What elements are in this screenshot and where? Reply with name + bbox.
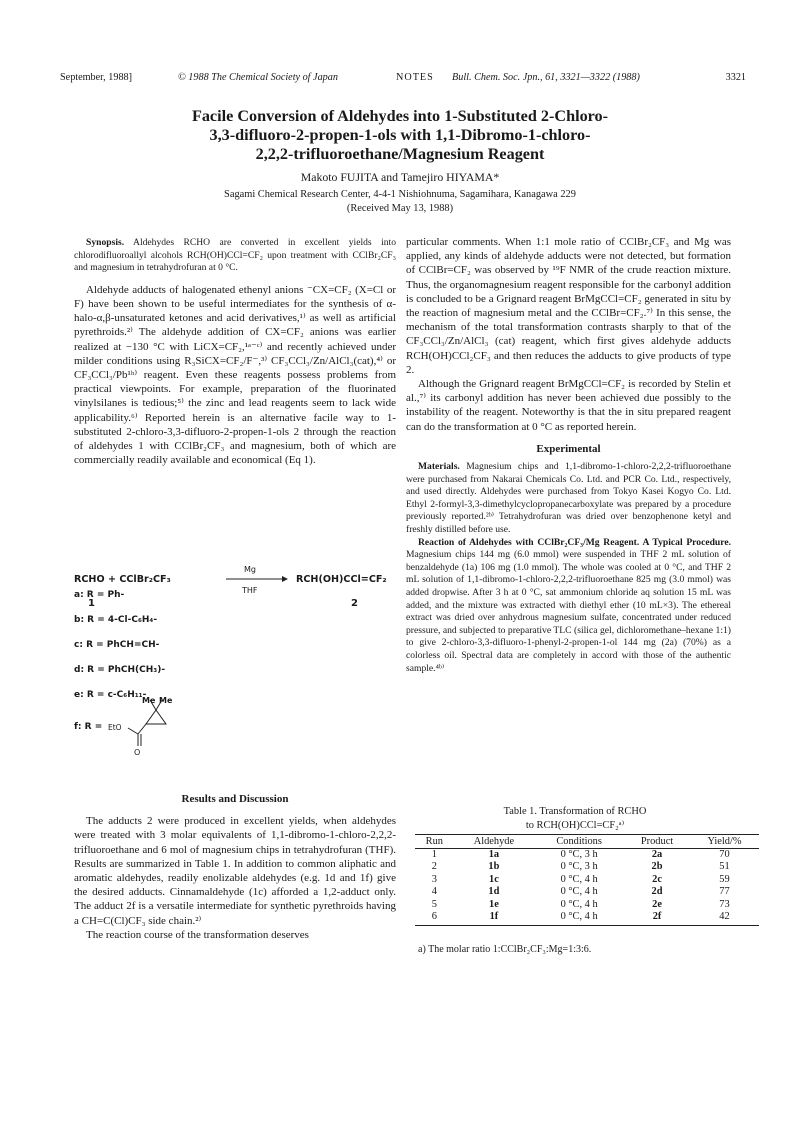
cell-aldehyde: 1c — [489, 873, 499, 885]
procedure-text: Magnesium chips 144 mg (6.0 mmol) were suspended in THF 2 mL solution of benzaldehyde (1a) 106 mg (1.0 mmol). The whole was cooled at 0 °C, and THF 2 mL solution of 1,1-dibromo-1-chloro-2,2,2-trifluoroethane 825 mg (3.0 mmol) was added dropwise. After 3 h at 0 °C, sat ammonium chloride aq solution 15 mL was added, and the mixture was extracted with diethyl ether (10 mL×3). The ethereal extract was dried over anhydrous magnesium sulfate, concentrated under reduced pressure, and subjected to preparative TLC (silica gel, dichloromethane–hexane 1:1) to give 2-chloro-3,3-difluoro-1-phenyl-2-propen-1-ol 144 mg (2a) (70%) as a colorless oil. Spectral data are completely in accord with those of the authentic sample.⁴ᵇ⁾ — [406, 549, 731, 674]
r-group-c: c: R = PhCH=CH- — [74, 640, 160, 650]
col-header-product: Product — [624, 835, 690, 849]
table-row — [415, 849, 759, 862]
cell-aldehyde: 1a — [488, 849, 500, 860]
cell-conditions: 0 °C, 4 h — [560, 873, 598, 885]
cell-conditions: 0 °C, 3 h — [560, 861, 598, 873]
results-heading: Results and Discussion — [181, 793, 289, 805]
results-table — [415, 834, 759, 926]
equation-reactants: RCHO + CClBr₂CF₃ — [74, 574, 171, 585]
title-line-2: 3,3-difluoro-2-propen-1-ols with 1,1-Dibromo-1-chloro- — [209, 126, 591, 144]
col-header-conditions: Conditions — [534, 835, 624, 849]
cell-product: 2b — [651, 861, 663, 873]
cell-conditions: 0 °C, 4 h — [560, 886, 598, 898]
carbonyl-oxygen-label: O — [134, 748, 141, 757]
cell-yield: 59 — [719, 873, 730, 885]
table-header-row — [415, 835, 759, 849]
cell-run: 1 — [431, 849, 437, 860]
r-group-b: b: R = 4-Cl-C₆H₄- — [74, 615, 158, 625]
compound-label-2: 2 — [351, 598, 358, 609]
equation-product: RCH(OH)CCl=CF₂ — [296, 574, 387, 585]
cell-product: 2d — [651, 886, 663, 898]
table-footnote: a) The molar ratio 1:CClBr₂CF₃:Mg=1:3:6. — [418, 944, 592, 955]
cell-run: 3 — [431, 873, 437, 885]
cell-yield: 51 — [719, 861, 730, 873]
table-row — [415, 874, 759, 886]
reaction-arrow — [226, 576, 288, 582]
cell-product: 2c — [652, 873, 662, 885]
header-date: September, 1988] — [60, 72, 133, 83]
affiliation-block — [80, 188, 720, 216]
cell-product: 2e — [652, 898, 662, 910]
results-paragraph-1: The adducts 2 were produced in excellent yields, when aldehydes were treated with 3 molar equivalents of 1,1-dibromo-1-chloro-2,2,2-trifluoroethane and 6 mol of magnesium chips in tetrahydrofuran (THF). Results are summarized in Table 1. In addition to common aliphatic and aromatic aldehydes, readily enolizable aldehydes (e.g. 1d and 1f) give the desired adducts. Cinnamaldehyde (1c) afforded a 1,2-adduct only. The adduct 2f is a versatile intermediate for synthetic pyrethroids having a CH=C(Cl)CF₃ side chain.²⁾ — [74, 815, 396, 927]
compound-label-1: 1 — [88, 598, 95, 609]
table-row — [415, 911, 759, 926]
running-header — [60, 72, 746, 86]
table-caption — [430, 805, 720, 832]
discussion-paragraph-2: Although the Grignard reagent BrMgCCl=CF₂ is recorded by Stelin et al.,⁷⁾ its carbonyl addition has never been achieved due possibly to the instability of the reagent. Noteworthy is that the in situ prepared reagent can do the transformation at 0 °C as reported herein. — [406, 378, 731, 433]
table-row — [415, 886, 759, 898]
r-group-f: f: R = — [74, 722, 103, 732]
left-column-bottom — [74, 792, 396, 942]
cell-run: 6 — [415, 911, 454, 926]
materials-label: Materials. — [418, 461, 460, 473]
cell-run: 5 — [431, 898, 437, 910]
table-row — [415, 899, 759, 911]
table-row — [415, 861, 759, 873]
received-date: (Received May 13, 1988) — [346, 203, 454, 214]
r-group-d: d: R = PhCH(CH₃)- — [74, 665, 166, 675]
cell-aldehyde: 1d — [488, 886, 500, 898]
r-group-a: a: R = Ph- — [74, 590, 125, 600]
col-header-aldehyde: Aldehyde — [454, 835, 535, 849]
synopsis-text: Aldehydes RCHO are converted in excellent yields into chlorodifluoroallyl alcohols RCH(OH)CCl=CF₂ upon treatment with CClBr₂CF₃ and magnesium in tetrahydrofuran at 0 °C. — [74, 237, 396, 274]
table-caption-line-2: to RCH(OH)CCl=CF₂ᵃ⁾ — [525, 819, 625, 831]
cell-conditions: 0 °C, 4 h — [534, 911, 624, 926]
title-line-3: 2,2,2-trifluoroethane/Magnesium Reagent — [255, 145, 545, 163]
synopsis — [74, 237, 396, 275]
cell-yield: 77 — [719, 886, 730, 898]
right-column — [406, 235, 731, 675]
cell-run: 4 — [431, 886, 437, 898]
equation-reagent-thf: THF — [242, 586, 258, 595]
paper-title — [80, 107, 720, 164]
cell-aldehyde: 1f — [454, 911, 535, 926]
materials-paragraph — [406, 461, 731, 537]
cell-conditions: 0 °C, 4 h — [560, 898, 598, 910]
cell-aldehyde: 1e — [489, 898, 499, 910]
discussion-paragraph-1: particular comments. When 1:1 mole ratio of CClBr₂CF₃ and Mg was applied, any kinds of aldehyde adducts were not detected, but formation of CClBr=CF₂ was observed by ¹⁹F NMR of the crude reaction mixture. Thus, the organomagnesium reagent responsible for the carbonyl addition is concluded to be a Grignard reagent BrMgCCl=CF₂ generated in situ by the reaction of magnesium metal and the CClBr=CF₂.⁷⁾ In this sense, the mechanism of the total transformation contrasts sharply to that of the CF₃CCl₃/Zn/AlCl₃ (cat) reagent, which first gives aldehyde adducts RCH(OH)CCl₂CF₃ and then reduces the adducts to give products of type 2. — [406, 236, 731, 376]
cell-yield: 73 — [719, 898, 730, 910]
results-paragraph-2: The reaction course of the transformation deserves — [86, 928, 309, 941]
title-line-1: Facile Conversion of Aldehydes into 1-Substituted 2-Chloro- — [191, 107, 609, 125]
materials-text: Magnesium chips and 1,1-dibromo-1-chloro-2,2,2-trifluoroethane were purchased from Nakarai Chemicals Co. Ltd. and PCR Co. Ltd., respectively, and used directly. Aldehydes were purchased from Tokyo Kasei Kogyo Co. Ltd. Ethyl 2-formyl-3,3-dimethylcyclopropanecarboxylate was prepared by a procedure previously reported.²ᵇ⁾ Tetrahydrofuran was dried over benzophenone ketyl and freshly distilled before use. — [406, 461, 731, 536]
procedure-paragraph — [406, 537, 731, 676]
header-journal: Bull. Chem. Soc. Jpn., 61, 3321—3322 (1988) — [452, 72, 640, 83]
experimental-heading: Experimental — [536, 442, 601, 455]
header-section: NOTES — [396, 72, 434, 83]
methyl-label-2: Me — [159, 696, 173, 705]
cell-aldehyde: 1b — [488, 861, 500, 873]
header-page-number: 3321 — [725, 72, 746, 83]
cell-product: 2a — [651, 849, 663, 860]
col-header-run: Run — [415, 835, 454, 849]
methyl-label-1: Me — [142, 696, 156, 705]
cell-yield: 70 — [719, 849, 730, 860]
header-copyright: © 1988 The Chemical Society of Japan — [178, 72, 338, 83]
ethoxy-label: EtO — [108, 723, 122, 732]
equation-reagent-mg: Mg — [244, 565, 256, 574]
procedure-label: Reaction of Aldehydes with CClBr₂CF₃/Mg Reagent. A Typical Procedure. — [418, 536, 731, 548]
r-group-e: e: R = c-C₆H₁₁- — [74, 690, 147, 700]
left-column-top — [74, 237, 396, 467]
affiliation: Sagami Chemical Research Center, 4-4-1 Nishiohnuma, Sagamihara, Kanagawa 229 — [224, 189, 576, 200]
cell-yield: 42 — [690, 911, 759, 926]
col-header-yield: Yield/% — [690, 835, 759, 849]
cell-run: 2 — [431, 861, 437, 873]
table-caption-line-1: Table 1. Transformation of RCHO — [503, 806, 647, 817]
authors: Makoto FUJITA and Tamejiro HIYAMA* — [300, 170, 500, 184]
cell-conditions: 0 °C, 3 h — [560, 849, 598, 860]
synopsis-label: Synopsis. — [86, 237, 125, 248]
intro-paragraph: Aldehyde adducts of halogenated ethenyl anions ⁻CX=CF₂ (X=Cl or F) have been shown to be useful intermediates for the synthesis of α-halo-α,β-unsaturated ketones and acid derivatives,¹⁾ as well as artificial pyrethroids.²⁾ The aldehyde addition of CX=CF₂ anions was earlier realized at −130 °C with LiCX=CF₂,¹ᵃ⁻ᶜ⁾ and recently achieved under milder conditions using R₃SiCX=CF₂/F⁻,³⁾ CF₃CCl₃/Zn/AlCl₃(cat),⁴⁾ or CF₃CCl₃/Pb¹ʰ⁾ reagent. Even these reagents possess problems from practical viewpoints. For example, preparation of the fluorinated vinylsilanes is tedious;⁵⁾ the zinc and lead reagents seem to lack wide applicability.⁶⁾ Reported herein is an alternative facile way to 1-substituted 2-chloro-3,3-difluoro-2-propen-1-ols 2 through the reaction of aldehydes 1 with CClBr₂CF₃ and magnesium, both of which are commercially readily available and economical (Eq 1). — [74, 283, 396, 467]
cell-product: 2f — [624, 911, 690, 926]
